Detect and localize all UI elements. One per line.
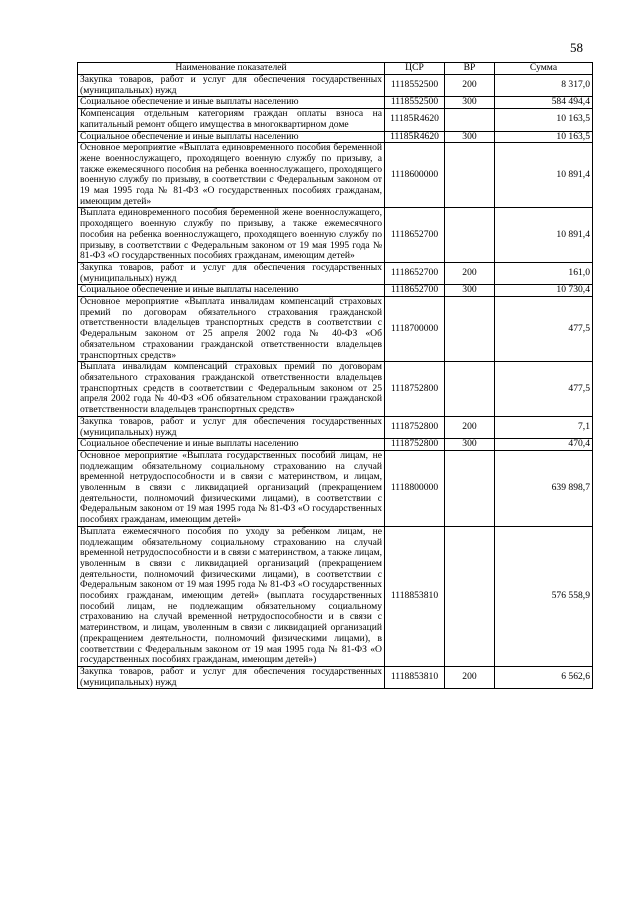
row-name: Закупка товаров, работ и услуг для обеспечения государственных (муниципальных) нужд <box>78 75 385 97</box>
row-vr <box>445 143 495 208</box>
row-vr: 200 <box>445 416 495 438</box>
table-row <box>78 526 593 666</box>
row-name: Закупка товаров, работ и услуг для обеспечения государственных (муниципальных) нужд <box>78 262 385 284</box>
row-name: Социальное обеспечение и иные выплаты населению <box>78 131 385 143</box>
budget-table <box>77 62 593 689</box>
row-name: Основное мероприятие «Выплата государственных пособий лицам, не подлежащим обязательному социальному страхованию на случай временной нетрудоспособности и в связи с материнством, и лицам, уволенным в связи с ликвидацией организаций (прекращением деятельности, полномочий физическими лицами), в соответствии с Федеральным законом от 19 мая 1995 года № 81-ФЗ «О государственных пособиях гражданам, имеющим детей» <box>78 450 385 526</box>
row-csr: 1118853810 <box>385 526 445 666</box>
row-sum: 477,5 <box>495 297 593 362</box>
row-name: Выплата ежемесячного пособия по уходу за ребенком лицам, не подлежащим обязательному социальному страхованию на случай временной нетрудоспособности и в связи с материнством, а также лицам, уволенным в связи с ликвидацией организаций (прекращением деятельности, полномочий физическими лицами), в соответствии с Федеральным законом от 19 мая 1995 года № 81-ФЗ «О государственных пособиях гражданам, имеющим детей» (выплата государственных пособий лицам, не подлежащим обязательному социальному страхованию на случай временной нетрудоспособности и в связи с материнством, и лицам, уволенным в связи с ликвидацией организаций (прекращением деятельности, полномочий физическими лицами), в соответствии с Федеральным законом от 19 мая 1995 года № 81-ФЗ «О государственных пособиях гражданам, имеющим детей») <box>78 526 385 666</box>
row-csr: 1118600000 <box>385 143 445 208</box>
table-row <box>78 416 593 438</box>
row-vr <box>445 208 495 263</box>
row-vr: 300 <box>445 97 495 109</box>
table-row <box>78 143 593 208</box>
row-csr: 1118652700 <box>385 208 445 263</box>
table-row <box>78 362 593 417</box>
row-vr: 200 <box>445 75 495 97</box>
header-vr: ВР <box>445 63 495 75</box>
table-row <box>78 285 593 297</box>
row-csr: 1118652700 <box>385 262 445 284</box>
header-csr: ЦСР <box>385 63 445 75</box>
row-name: Социальное обеспечение и иные выплаты населению <box>78 439 385 451</box>
row-sum: 576 558,9 <box>495 526 593 666</box>
row-csr: 1118652700 <box>385 285 445 297</box>
row-name: Социальное обеспечение и иные выплаты населению <box>78 285 385 297</box>
row-vr <box>445 362 495 417</box>
row-vr: 300 <box>445 439 495 451</box>
row-sum: 7,1 <box>495 416 593 438</box>
row-csr: 11185R4620 <box>385 131 445 143</box>
row-name: Основное мероприятие «Выплата единовременного пособия беременной жене военнослужащего, проходящего военную службу по призыву, а также ежемесячного пособия на ребенка военнослужащего, проходящего военную службу по призыву, в соответствии с Федеральным законом от 19 мая 1995 года № 81-ФЗ «О государственных пособиях гражданам, имеющим детей» <box>78 143 385 208</box>
row-csr: 1118752800 <box>385 439 445 451</box>
row-vr: 200 <box>445 666 495 688</box>
table-header-row <box>78 63 593 75</box>
row-csr: 1118752800 <box>385 416 445 438</box>
row-csr: 1118552500 <box>385 75 445 97</box>
row-vr: 300 <box>445 131 495 143</box>
row-csr: 1118853810 <box>385 666 445 688</box>
page-number: 58 <box>570 40 583 55</box>
table-row <box>78 131 593 143</box>
table-row <box>78 297 593 362</box>
row-csr: 11185R4620 <box>385 109 445 131</box>
row-name: Социальное обеспечение и иные выплаты населению <box>78 97 385 109</box>
row-sum: 10 163,5 <box>495 109 593 131</box>
row-name: Закупка товаров, работ и услуг для обеспечения государственных (муниципальных) нужд <box>78 666 385 688</box>
row-name: Выплата единовременного пособия беременной жене военнослужащего, проходящего военную службу по призыву, а также ежемесячного пособия на ребенка военнослужащего, проходящего военную службу по призыву, в соответствии с Федеральным законом от 19 мая 1995 года № 81-ФЗ «О государственных пособиях гражданам, имеющим детей» <box>78 208 385 263</box>
row-sum: 639 898,7 <box>495 450 593 526</box>
row-csr: 1118700000 <box>385 297 445 362</box>
table-row <box>78 439 593 451</box>
row-sum: 10 891,4 <box>495 143 593 208</box>
header-sum: Сумма <box>495 63 593 75</box>
row-name: Основное мероприятие «Выплата инвалидам компенсаций страховых премий по договорам обязательного страхования гражданской ответственности владельцев транспортных средств в соответствии с Федеральным законом от 25 апреля 2002 года № 40-ФЗ «Об обязательном страховании гражданской ответственности владельцев транспортных средств» <box>78 297 385 362</box>
table-row <box>78 666 593 688</box>
table-row <box>78 75 593 97</box>
row-vr <box>445 450 495 526</box>
table-row <box>78 450 593 526</box>
row-sum: 10 163,5 <box>495 131 593 143</box>
row-sum: 8 317,0 <box>495 75 593 97</box>
row-vr <box>445 526 495 666</box>
row-sum: 10 891,4 <box>495 208 593 263</box>
table-row <box>78 109 593 131</box>
row-csr: 1118552500 <box>385 97 445 109</box>
header-name: Наименование показателей <box>78 63 385 75</box>
table-row <box>78 262 593 284</box>
row-csr: 1118752800 <box>385 362 445 417</box>
row-sum: 161,0 <box>495 262 593 284</box>
row-sum: 470,4 <box>495 439 593 451</box>
row-csr: 1118800000 <box>385 450 445 526</box>
row-sum: 477,5 <box>495 362 593 417</box>
row-name: Выплата инвалидам компенсаций страховых премий по договорам обязательного страхования гражданской ответственности владельцев транспортных средств в соответствии с Федеральным законом от 25 апреля 2002 года № 40-ФЗ «Об обязательном страховании гражданской ответственности владельцев транспортных средств» <box>78 362 385 417</box>
row-vr: 300 <box>445 285 495 297</box>
row-vr <box>445 109 495 131</box>
row-name: Закупка товаров, работ и услуг для обеспечения государственных (муниципальных) нужд <box>78 416 385 438</box>
row-vr: 200 <box>445 262 495 284</box>
table-row <box>78 97 593 109</box>
row-sum: 10 730,4 <box>495 285 593 297</box>
row-sum: 584 494,4 <box>495 97 593 109</box>
row-name: Компенсация отдельным категориям граждан оплаты взноса на капитальный ремонт общего имущества в многоквартирном доме <box>78 109 385 131</box>
row-sum: 6 562,6 <box>495 666 593 688</box>
table-row <box>78 208 593 263</box>
row-vr <box>445 297 495 362</box>
